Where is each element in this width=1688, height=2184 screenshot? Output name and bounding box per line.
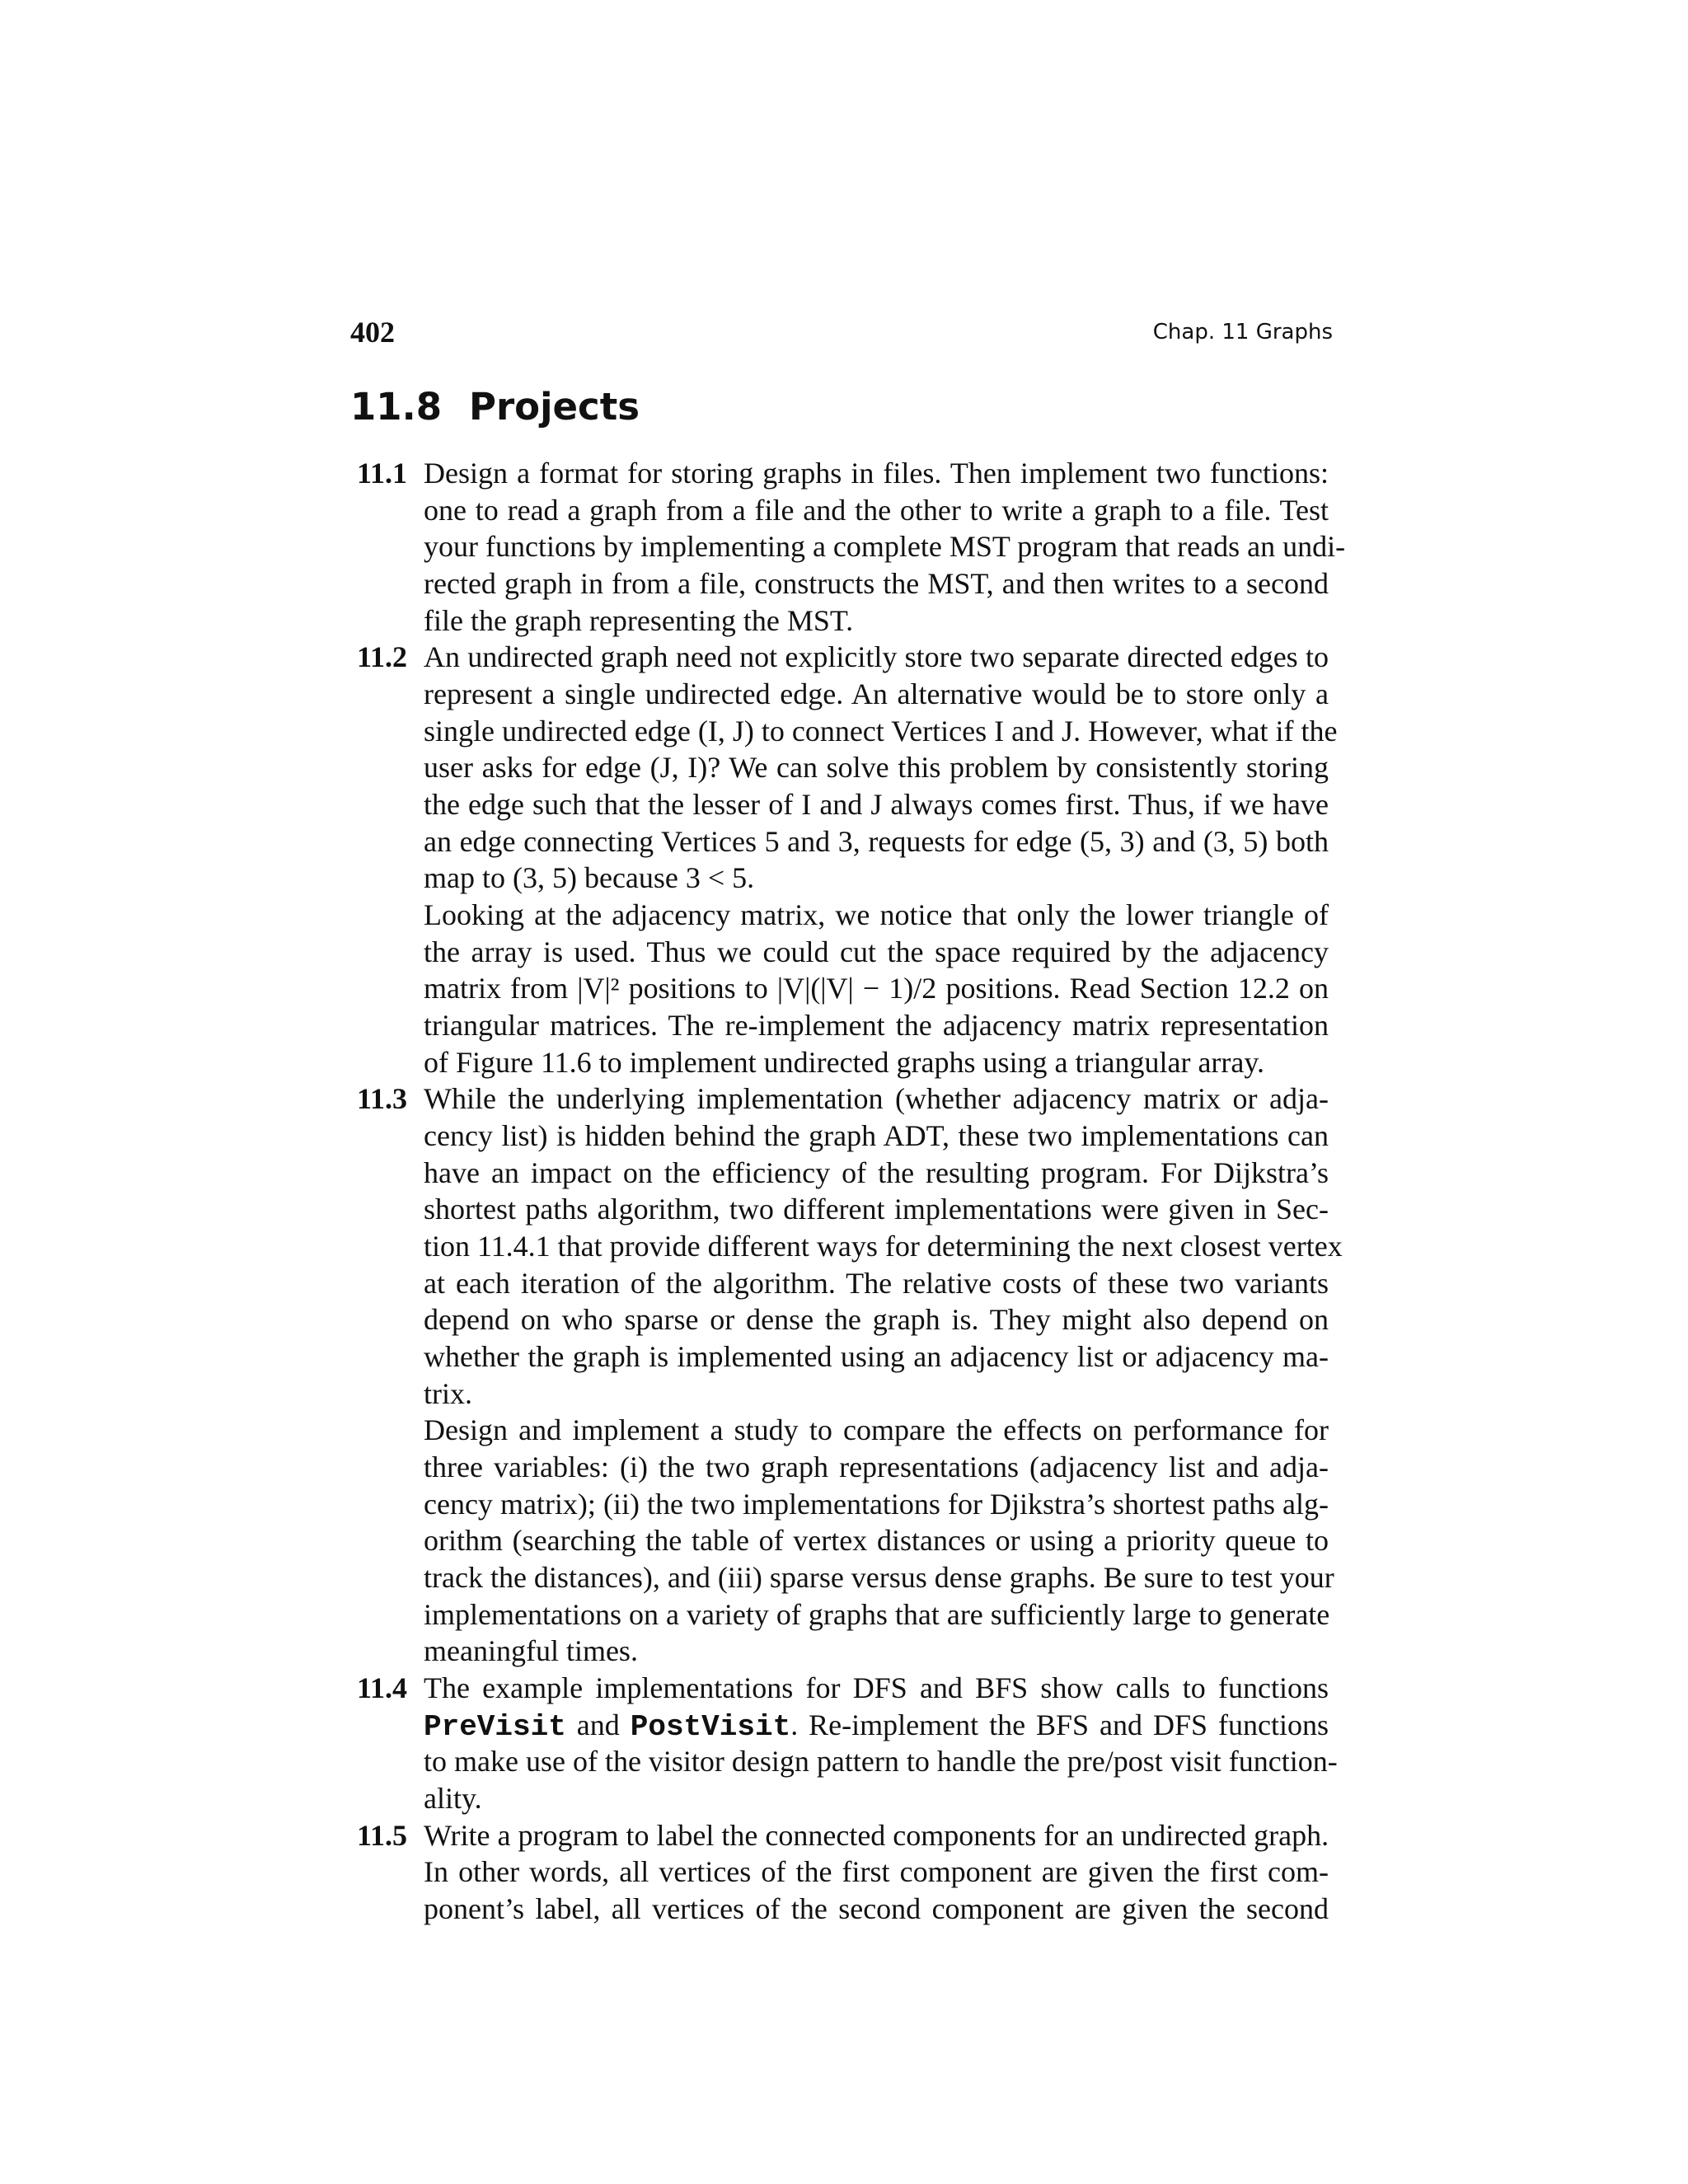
project-text-line: While the underlying implementation (whether adjacency matrix or adja- (424, 1082, 1329, 1115)
section-heading: Projects (469, 385, 640, 429)
page-number: 402 (350, 316, 395, 349)
project-text-line: ality. (424, 1782, 482, 1815)
project-text-line: track the distances), and (iii) sparse versus dense graphs. Be sure to test your (424, 1561, 1334, 1594)
project-text-line: Looking at the adjacency matrix, we notice that only the lower triangle of (424, 898, 1329, 931)
code-identifier: PostVisit (630, 1710, 791, 1744)
project-text-line: represent a single undirected edge. An alternative would be to store only a (424, 677, 1329, 710)
project-text-line: one to read a graph from a file and the other to write a graph to a file. Test (424, 494, 1329, 527)
project-text-line: whether the graph is implemented using an adjacency list or adjacency ma- (424, 1340, 1329, 1373)
project-text-line: the array is used. Thus we could cut the space required by the adjacency (424, 935, 1329, 968)
project-number: 11.5 (357, 1819, 408, 1852)
project-number: 11.3 (357, 1082, 408, 1115)
project-text-line: single undirected edge (I, J) to connect Vertices I and J. However, what if the (424, 715, 1338, 748)
project-text-line: three variables: (i) the two graph representations (adjacency list and adja- (424, 1451, 1329, 1483)
section-number: 11.8 (350, 385, 443, 429)
project-text-line: an edge connecting Vertices 5 and 3, requests for edge (5, 3) and (3, 5) both (424, 825, 1329, 858)
project-text-line: at each iteration of the algorithm. The relative costs of these two variants (424, 1267, 1329, 1300)
project-text-line: meaningful times. (424, 1634, 638, 1667)
project-text-line: matrix from |V|² positions to |V|(|V| − 1)/2 positions. Read Section 12.2 on (424, 972, 1329, 1005)
project-text-line: to make use of the visitor design pattern to handle the pre/post visit function- (424, 1745, 1338, 1778)
project-text-line: file the graph representing the MST. (424, 604, 854, 637)
project-number: 11.1 (357, 457, 408, 490)
project-text-line: the edge such that the lesser of I and J always comes first. Thus, if we have (424, 788, 1329, 821)
page-header (350, 312, 1333, 353)
project-text-line: triangular matrices. The re-implement the adjacency matrix representation (424, 1009, 1329, 1042)
project-text-line: your functions by implementing a complete MST program that reads an undi- (424, 530, 1346, 563)
project-text-line: Design and implement a study to compare the effects on performance for (424, 1413, 1329, 1446)
project-text-line: orithm (searching the table of vertex distances or using a priority queue to (424, 1524, 1329, 1557)
project-text-line: Design a format for storing graphs in files. Then implement two functions: (424, 457, 1329, 490)
project-text-line: shortest paths algorithm, two different implementations were given in Sec- (424, 1193, 1329, 1226)
project-number: 11.4 (357, 1671, 408, 1704)
project-text-line: The example implementations for DFS and BFS show calls to functions (424, 1671, 1329, 1704)
running-head: Chap. 11 Graphs (1152, 320, 1333, 344)
project-text-line: ponent’s label, all vertices of the second component are given the second (424, 1892, 1329, 1925)
section-title (350, 382, 640, 432)
project-number: 11.2 (357, 640, 408, 673)
project-text-line: trix. (424, 1377, 472, 1410)
project-text-line: implementations on a variety of graphs that are sufficiently large to generate (424, 1598, 1330, 1631)
project-text-line: of Figure 11.6 to implement undirected graphs using a triangular array. (424, 1046, 1265, 1079)
project-text-line: cency matrix); (ii) the two implementations for Djikstra’s shortest paths alg- (424, 1488, 1329, 1521)
project-text-line: map to (3, 5) because 3 < 5. (424, 861, 755, 894)
code-identifier: PreVisit (424, 1710, 566, 1744)
project-text-line: cency list) is hidden behind the graph ADT, these two implementations can (424, 1119, 1329, 1152)
project-text-line: An undirected graph need not explicitly store two separate directed edges to (424, 640, 1329, 673)
project-text-line-with-code: PreVisit and PostVisit. Re-implement the BFS and DFS functions (424, 1708, 1329, 1744)
project-text-line: rected graph in from a file, constructs the MST, and then writes to a second (424, 567, 1329, 600)
project-text-line: have an impact on the efficiency of the resulting program. For Dijkstra’s (424, 1156, 1329, 1189)
project-text-line: In other words, all vertices of the first component are given the first com- (424, 1855, 1329, 1888)
project-text-line: user asks for edge (J, I)? We can solve this problem by consistently storing (424, 751, 1329, 784)
project-text-line: tion 11.4.1 that provide different ways for determining the next closest vertex (424, 1230, 1343, 1263)
project-text-line: Write a program to label the connected components for an undirected graph. (424, 1819, 1329, 1852)
project-text-line: depend on who sparse or dense the graph is. They might also depend on (424, 1303, 1329, 1336)
